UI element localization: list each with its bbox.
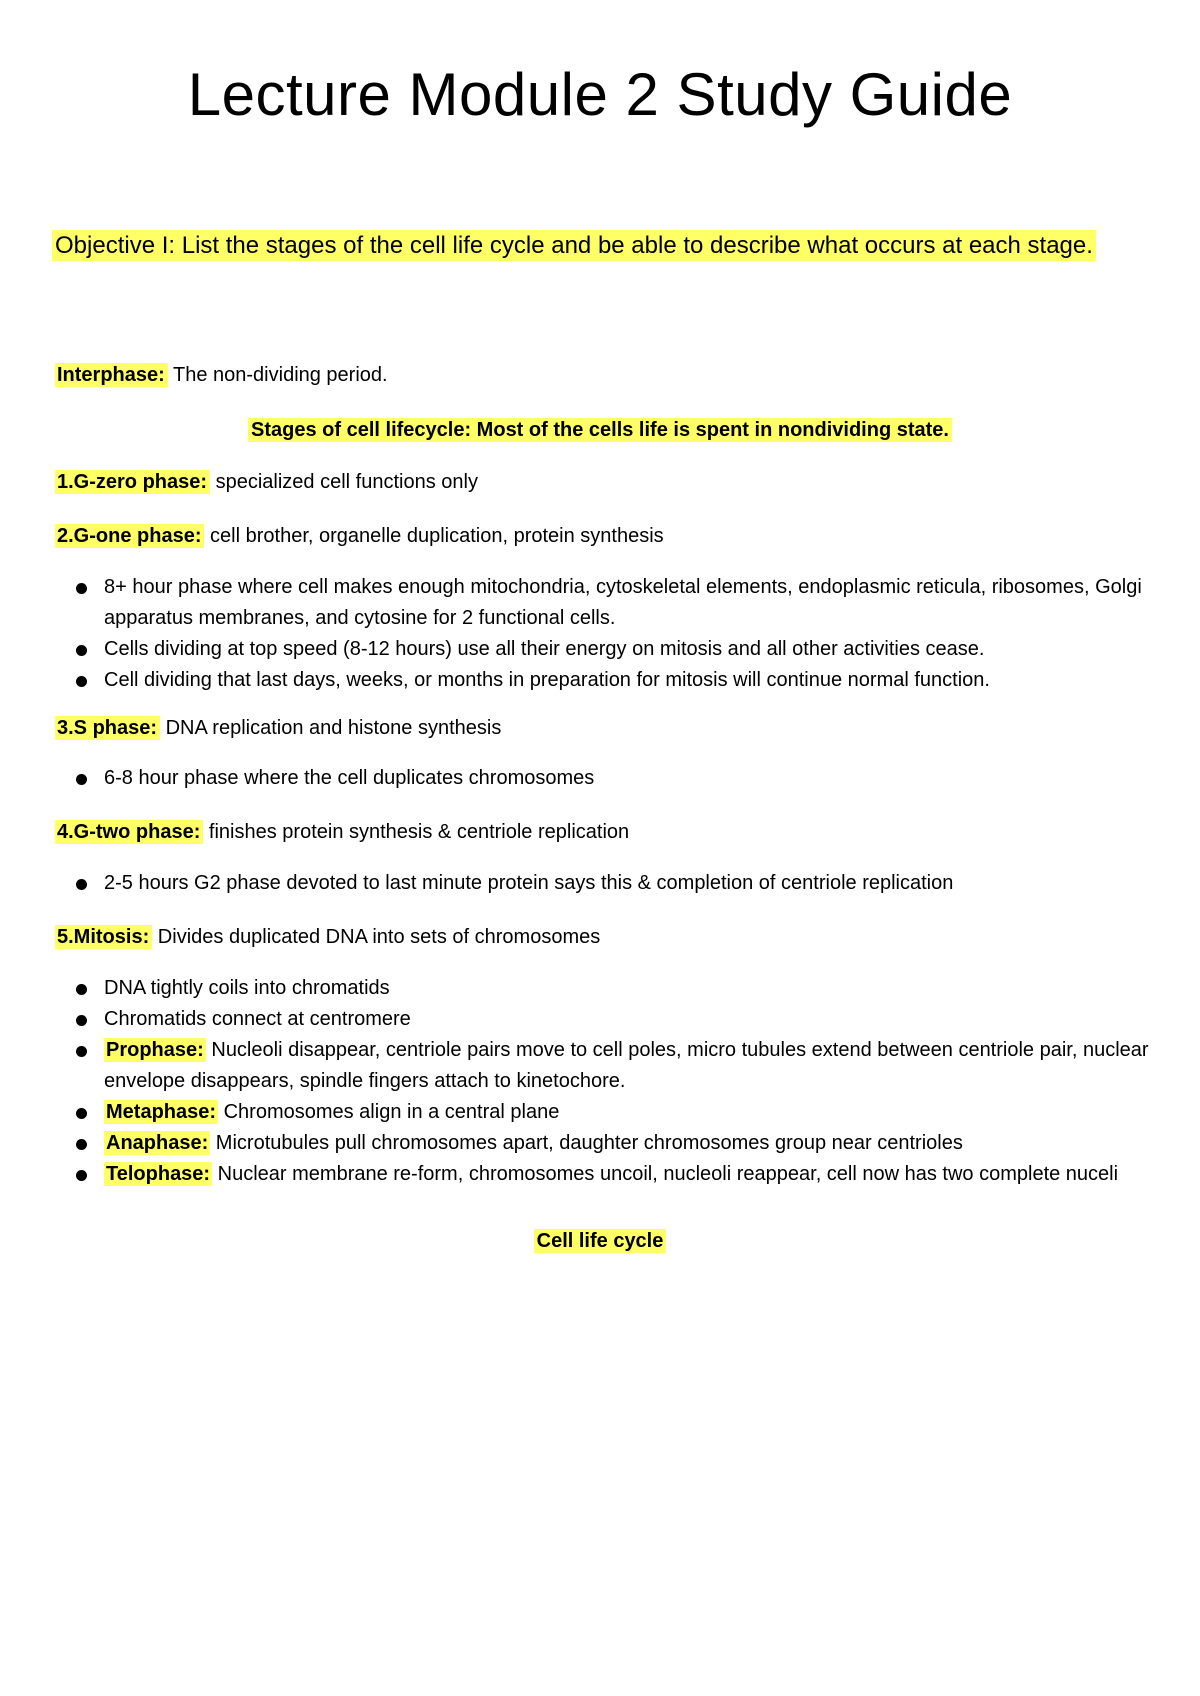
list-item-text: Nucleoli disappear, centriole pairs move to cell poles, micro tubules extend between centriole pair, nuclear envelope disappears, spindle fingers attach to kinetochore. (104, 1039, 1149, 1092)
cell-life-cycle-text: Cell life cycle (534, 1229, 667, 1253)
s-text: DNA replication and histone synthesis (160, 717, 502, 739)
g0-label: 1.G-zero phase: (55, 470, 210, 494)
list-item-text: Nuclear membrane re-form, chromosomes uncoil, nucleoli reappear, cell now has two complete nuceli (212, 1163, 1119, 1185)
mitosis-bullet-list (70, 973, 1150, 1190)
g2-paragraph (55, 820, 1165, 844)
s-label: 3.S phase: (55, 716, 160, 740)
page-title: Lecture Module 2 Study Guide (187, 61, 1013, 128)
list-item (70, 868, 1150, 899)
cell-life-cycle-heading (0, 1229, 1200, 1253)
list-item-text: 2-5 hours G2 phase devoted to last minute protein says this & completion of centriole replication (104, 872, 954, 894)
list-item-text: Microtubules pull chromosomes apart, daughter chromosomes group near centrioles (210, 1132, 963, 1154)
list-item-text: Chromosomes align in a central plane (218, 1101, 560, 1123)
list-item-text: 8+ hour phase where cell makes enough mitochondria, cytoskeletal elements, endoplasmic reticula, ribosomes, Golgi apparatus membranes, and cytosine for 2 functional cells. (104, 576, 1142, 629)
g1-label: 2.G-one phase: (55, 524, 204, 548)
g2-text: finishes protein synthesis & centriole replication (203, 821, 630, 843)
bullet-icon (76, 774, 87, 785)
interphase-text: The non-dividing period. (167, 364, 388, 386)
interphase-label: Interphase: (55, 363, 168, 387)
g0-text: specialized cell functions only (210, 471, 478, 493)
bullet-icon (76, 1046, 87, 1057)
bullet-icon (76, 1015, 87, 1026)
s-bullet-list (70, 763, 1150, 794)
interphase-paragraph (55, 363, 1165, 387)
list-item-text: Cells dividing at top speed (8-12 hours) use all their energy on mitosis and all other activities cease. (104, 638, 985, 660)
anaphase-label: Anaphase: (106, 1132, 209, 1154)
mitosis-label: 5.Mitosis: (55, 925, 152, 949)
bullet-icon (76, 676, 87, 687)
stages-heading (0, 418, 1200, 442)
bullet-icon (76, 645, 87, 656)
prophase-label: Prophase: (106, 1039, 204, 1061)
mitosis-text: Divides duplicated DNA into sets of chromosomes (152, 926, 601, 948)
list-item (70, 1159, 1150, 1190)
g1-text: cell brother, organelle duplication, protein synthesis (204, 525, 664, 547)
bullet-icon (76, 984, 87, 995)
g1-bullet-list (70, 572, 1150, 696)
list-item (70, 634, 1150, 665)
list-item-text: 6-8 hour phase where the cell duplicates chromosomes (104, 767, 595, 789)
list-item (70, 665, 1150, 696)
objective-text: Objective I: List the stages of the cell life cycle and be able to describe what occurs at each stage. (52, 230, 1096, 261)
list-item (70, 763, 1150, 794)
list-item (70, 572, 1150, 634)
list-item-text: Chromatids connect at centromere (104, 1008, 411, 1030)
objective-heading (52, 226, 1162, 266)
telophase-label: Telophase: (106, 1163, 211, 1185)
g2-bullet-list (70, 868, 1150, 899)
bullet-icon (76, 583, 87, 594)
list-item (70, 1128, 1150, 1159)
stages-heading-text: Stages of cell lifecycle: Most of the cells life is spent in nondividing state. (248, 418, 952, 442)
bullet-icon (76, 1139, 87, 1150)
bullet-icon (76, 879, 87, 890)
bullet-icon (76, 1170, 87, 1181)
list-item (70, 1097, 1150, 1128)
list-item (70, 1004, 1150, 1035)
list-item (70, 973, 1150, 1004)
mitosis-paragraph (55, 925, 1165, 949)
list-item-text: DNA tightly coils into chromatids (104, 977, 390, 999)
metaphase-label: Metaphase: (106, 1101, 217, 1123)
g2-label: 4.G-two phase: (55, 820, 203, 844)
list-item-text: Cell dividing that last days, weeks, or months in preparation for mitosis will continue normal function. (104, 669, 990, 691)
g1-paragraph (55, 524, 1165, 548)
bullet-icon (76, 1108, 87, 1119)
g0-paragraph (55, 470, 1165, 494)
list-item (70, 1035, 1150, 1097)
s-paragraph (55, 716, 1165, 740)
